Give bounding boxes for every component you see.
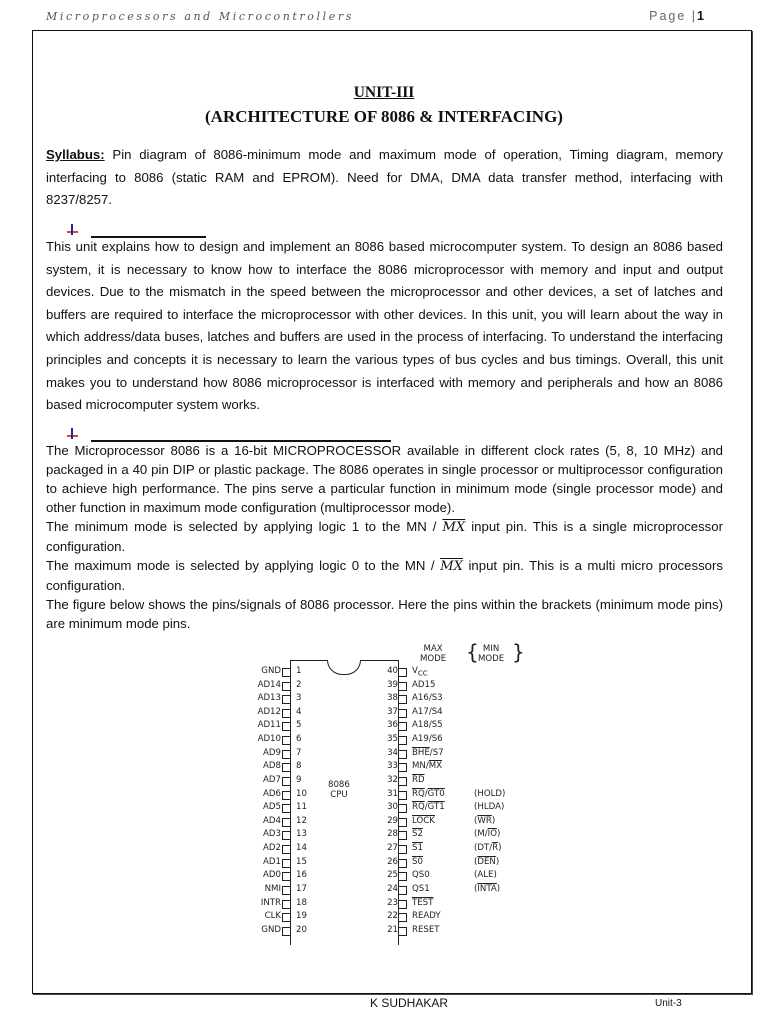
min-mode-pin-label (474, 857, 499, 867)
mx-overline: $\overline{MX}$ (442, 520, 466, 535)
pin-text: $\overline{IO}$ (487, 829, 497, 840)
pin-box (282, 900, 291, 909)
pin-text: ) (491, 815, 496, 826)
pin-number: 1 (296, 666, 302, 676)
pin-text: AD4 (263, 815, 281, 826)
pin-text: AD9 (263, 747, 281, 758)
left-pin-label (261, 666, 281, 676)
pin-text: AD8 (263, 761, 281, 772)
pin-number: 31 (387, 788, 398, 799)
pin-text: / (424, 788, 428, 799)
pin-text: GND (261, 924, 281, 935)
pin-text: AD10 (257, 734, 281, 745)
pin-box (398, 791, 407, 800)
pin-box (398, 818, 407, 827)
pin-text: ) (496, 883, 501, 894)
right-pin-label (412, 925, 440, 935)
pin-text: AD11 (257, 720, 281, 731)
left-pin-label (263, 775, 281, 785)
pin-number: 35 (387, 734, 398, 745)
pin-box (282, 886, 291, 895)
pin-number: 33 (387, 761, 398, 772)
pin-number: 28 (387, 829, 398, 840)
pin-text: READY (412, 911, 441, 922)
pin-box (398, 831, 407, 840)
pin-number: 3 (296, 693, 302, 704)
pin-text: LOCK (412, 815, 435, 826)
pin-box (282, 722, 291, 731)
pin-box (398, 845, 407, 854)
pin-box (282, 777, 291, 786)
pin-box (282, 736, 291, 745)
pin-box (398, 709, 407, 718)
pin-number: 34 (387, 747, 398, 758)
pin-text: $\overline{DEN}$ (477, 856, 496, 867)
pin-text: $\overline{R}$ (492, 843, 499, 854)
pin-text: ( (474, 883, 478, 894)
t: MIN (482, 644, 500, 654)
left-pin-label (265, 911, 281, 921)
pin-text: (ALE) (474, 870, 497, 881)
min-mode-pin-label (474, 870, 497, 880)
pin-text: AD15 (412, 679, 436, 690)
pin-text: (HLDA) (474, 802, 505, 813)
t: CPU (330, 790, 348, 800)
left-pin-label (263, 802, 281, 812)
pin-text: AD3 (263, 829, 281, 840)
pin-box (282, 913, 291, 922)
pin-text: INTA (477, 883, 497, 894)
min-mode-pin-label (474, 829, 500, 839)
text: input pin. This is a multi micro processors configuration. (46, 558, 723, 593)
text-line: The figure below shows the pins/signals of 8086 processor. Here the pins within the brackets (minimum mode pins) are minimum mode pins. (46, 597, 723, 631)
pin-text: MN/ (412, 761, 429, 772)
t: MODE (478, 654, 505, 664)
pin-text: NMI (264, 883, 281, 894)
pin-text: $\overline{WR}$ (477, 815, 492, 826)
pin-text: AD14 (257, 679, 281, 690)
pin-box (398, 722, 407, 731)
left-pin-label (258, 693, 281, 703)
right-pin-label (412, 884, 430, 894)
pin-number: 14 (296, 843, 307, 854)
left-pin-label (258, 707, 281, 717)
pin-number: 16 (296, 870, 307, 881)
pin-text: $\overline{RQ}$ (412, 788, 425, 799)
left-pin-label (258, 720, 281, 730)
pin-number: 13 (296, 829, 307, 840)
right-pin-label (412, 707, 443, 717)
left-pin-label (261, 925, 281, 935)
right-pin-label (412, 870, 430, 880)
pin-text: QS0 (412, 870, 430, 881)
right-pin-label (412, 761, 442, 771)
t: 8086 (328, 780, 350, 790)
pin-number: 8 (296, 761, 302, 772)
pin-text: S0 (412, 856, 423, 867)
left-pin-label (258, 680, 281, 690)
pin-box (398, 750, 407, 759)
footer-author: K SUDHAKAR (370, 996, 449, 1010)
pin-number: 25 (387, 870, 398, 881)
pin-text: A18/S5 (412, 720, 443, 731)
pin-box (398, 913, 407, 922)
pin-text: AD1 (263, 856, 281, 867)
syllabus-text: Pin diagram of 8086-minimum mode and maximum mode of operation, Timing diagram, memory interfacing to 8086 (static RAM and EPROM). Need for DMA, DMA data transfer method, interfacing with 8237/8257. (46, 147, 723, 207)
pin-number: 29 (387, 815, 398, 826)
pin-number: 5 (296, 720, 302, 731)
pin-text: GT1 (427, 802, 445, 813)
pin-number: 39 (387, 679, 398, 690)
right-pin-label (412, 789, 445, 799)
text-line: The Microprocessor 8086 is a 16-bit MICROPROCESSOR available in different clock rates (5, 8, 10 MHz) and packaged in a 40 pin DIP or plastic package. The 8086 operates in single processor or multiprocessor configuration to achieve high performance. The pins serve a particular function in minimum mode (single processor mode) and other function in maximum mode configuration (multiprocessor mode). (46, 443, 723, 515)
pin-text: ) (495, 856, 500, 867)
pin-text: (HOLD) (474, 788, 506, 799)
pin-text: AD0 (263, 870, 281, 881)
right-pin-label (412, 829, 423, 839)
pin-number: 4 (296, 706, 302, 717)
pin-text: QS1 (412, 883, 430, 894)
min-mode-pin-label (474, 789, 505, 799)
pin-box (282, 695, 291, 704)
pin-text: ( (474, 856, 478, 867)
pin-number: 24 (387, 883, 398, 894)
pin-text: /S7 (429, 747, 444, 758)
pin-number: 11 (296, 802, 307, 813)
left-pin-label (258, 734, 281, 744)
right-pin-label (412, 748, 444, 758)
pin-box (282, 682, 291, 691)
pin-text: AD5 (263, 802, 281, 813)
pin-text: $\overline{RQ}$ (412, 802, 425, 813)
max-mode-label (420, 644, 446, 664)
left-pin-label (263, 761, 281, 771)
chip-label (328, 780, 350, 800)
pin-text: A19/S6 (412, 734, 443, 745)
pin-number: 9 (296, 774, 302, 785)
pin-number: 32 (387, 774, 398, 785)
pin-number: 20 (296, 924, 307, 935)
pin-box (398, 859, 407, 868)
pin-text: / (424, 802, 428, 813)
right-pin-label (412, 911, 441, 921)
right-pin-label (412, 734, 443, 744)
pin-box (398, 900, 407, 909)
pin-box (398, 763, 407, 772)
pin-text: ) (498, 843, 502, 854)
pin-number: 30 (387, 802, 398, 813)
right-pin-label (412, 775, 425, 785)
left-pin-label (263, 857, 281, 867)
t: MODE (420, 654, 447, 664)
pin-box (398, 886, 407, 895)
pin-text: $\overline{MX}$ (428, 761, 443, 772)
pin-box (282, 831, 291, 840)
pin-box (282, 763, 291, 772)
pin-box (282, 927, 291, 936)
right-pin-label (412, 693, 443, 703)
left-pin-label (263, 829, 281, 839)
pin-number: 37 (387, 706, 398, 717)
pin-number: 15 (296, 856, 307, 867)
text: The minimum mode is selected by applying logic 1 to the MN / (46, 519, 443, 534)
pin-box (398, 777, 407, 786)
pin-text: RESET (412, 924, 440, 935)
unit-subtitle: (ARCHITECTURE OF 8086 & INTERFACING) (205, 107, 563, 126)
left-pin-label (263, 789, 281, 799)
pin-number: 17 (296, 883, 307, 894)
pin-text: AD6 (263, 788, 281, 799)
pin-number: 6 (296, 734, 302, 745)
right-pin-label (412, 680, 435, 690)
page-number-value: 1 (697, 9, 704, 23)
brace-left: { (466, 640, 479, 664)
pin-text: A16/S3 (412, 693, 443, 704)
t: MAX (423, 644, 443, 654)
pin-number: 26 (387, 856, 398, 867)
pin-text: INTR (260, 897, 281, 908)
pin-text: AD12 (257, 706, 281, 717)
pin-number: 7 (296, 747, 302, 758)
pin-box (282, 859, 291, 868)
pin-text: AD7 (263, 774, 281, 785)
min-mode-pin-label (474, 802, 504, 812)
min-mode-pin-label (474, 843, 501, 853)
pin-box (398, 872, 407, 881)
header-title: Microprocessors and Microcontrollers (46, 10, 354, 23)
pin-text: S1 (412, 843, 423, 854)
brace-right: } (512, 640, 525, 664)
pin-number: 36 (387, 720, 398, 731)
pin-box (398, 695, 407, 704)
pin-box (282, 818, 291, 827)
syllabus-label: Syllabus: (46, 147, 105, 162)
pin-text: $\overline{BHE}$ (412, 747, 430, 758)
min-mode-label (478, 644, 504, 664)
pin-text: AD13 (257, 693, 281, 704)
pin-box (282, 668, 291, 677)
pin-text: CLK (264, 911, 281, 922)
left-pin-label (263, 748, 281, 758)
pin-text: (M/ (474, 829, 488, 840)
min-mode-pin-label (474, 884, 500, 894)
pin-text: $\overline{RD}$ (412, 774, 425, 785)
pin-text: CC (417, 669, 428, 678)
pin-text: TEST (412, 897, 434, 908)
pin-text: (DT/ (474, 843, 493, 854)
pin-text: AD2 (263, 843, 281, 854)
mx-overline: $\overline{MX}$ (440, 559, 463, 574)
pin-box (282, 804, 291, 813)
right-pin-label (412, 843, 423, 853)
pin-text: ) (496, 829, 501, 840)
pin-text: S2 (412, 829, 423, 840)
intro-paragraph: This unit explains how to design and implement an 8086 based microcomputer system. To design an 8086 based system, it is necessary to know how to interface the 8086 microprocessor with memory and input and output devices. Due to the mismatch in the speed between the microprocessor and other devices, a set of latches and buffers are required to interface the microprocessor with other devices. In this unit, you will learn about the way in which address/data buses, latches and buffers are used in the process of interfacing. To understand the interfacing principles and concepts it is necessary to learn the various types of bus cycles and bus timings. Overall, this unit makes you to understand how 8086 microprocessor is interfaced with memory and peripherals and how an 8086 based microcomputer system works. (46, 239, 723, 413)
pin-text: GT0 (427, 788, 445, 799)
pin-number: 40 (387, 666, 398, 676)
left-pin-label (263, 816, 281, 826)
pin-number: 12 (296, 815, 307, 826)
pin-number: 10 (296, 788, 307, 799)
pin-box (282, 791, 291, 800)
pin-box (282, 709, 291, 718)
min-mode-pin-label (474, 816, 495, 826)
pin-text: ( (474, 815, 478, 826)
pin-number: 38 (387, 693, 398, 704)
left-pin-label (263, 843, 281, 853)
pin-number: 27 (387, 843, 398, 854)
right-pin-label (412, 720, 443, 730)
right-pin-label (412, 816, 435, 826)
text: The maximum mode is selected by applying logic 0 to the MN / (46, 558, 441, 573)
left-pin-label (263, 870, 281, 880)
pin-number: 2 (296, 679, 302, 690)
pin-number: 19 (296, 911, 307, 922)
left-pin-label (261, 898, 281, 908)
pin-box (398, 927, 407, 936)
text: input pin. This is a single microprocessor configuration. (46, 519, 724, 554)
pin-box (398, 668, 407, 677)
pin-box (398, 804, 407, 813)
left-pin-label (265, 884, 281, 894)
pin-box (282, 845, 291, 854)
pin-box (282, 750, 291, 759)
unit-title: UNIT-III (353, 84, 415, 101)
footer-unit: Unit-3 (655, 998, 682, 1009)
pin-text: V (412, 666, 418, 676)
pin-number: 21 (387, 924, 398, 935)
pin-number: 22 (387, 911, 398, 922)
pin-text: A17/S4 (412, 706, 443, 717)
pin-box (398, 736, 407, 745)
pin-text: GND (261, 666, 281, 676)
right-pin-label (412, 666, 428, 678)
pin-number: 23 (387, 897, 398, 908)
pin-box (398, 682, 407, 691)
right-pin-label (412, 857, 423, 867)
pin-box (282, 872, 291, 881)
right-pin-label (412, 898, 433, 908)
page-label: Page | (649, 9, 698, 23)
pin-number: 18 (296, 897, 307, 908)
right-pin-label (412, 802, 445, 812)
